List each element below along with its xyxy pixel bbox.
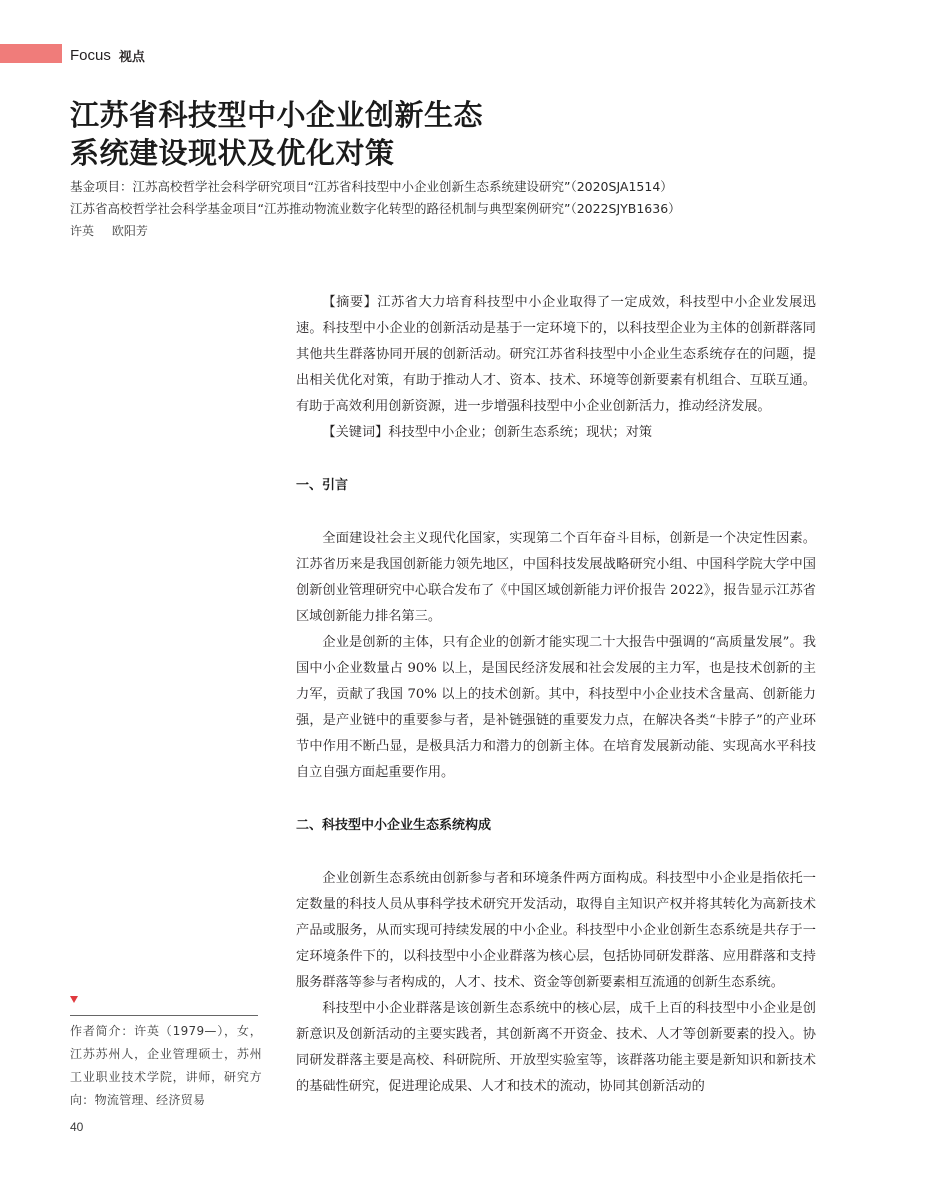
section-heading-introduction: 一、引言 bbox=[296, 478, 349, 493]
article-title-line-2: 系统建设现状及优化对策 bbox=[70, 136, 395, 170]
author-bio-note: 作者简介：许英（1979—），女，江苏苏州人，企业管理硕士，苏州工业职业技术学院，讲师，研究方向：物流管理、经济贸易 bbox=[70, 1024, 262, 1107]
funding-info bbox=[70, 176, 870, 220]
sidebar-divider bbox=[70, 1015, 258, 1016]
article-body bbox=[296, 290, 816, 1100]
body-paragraph: 企业创新生态系统由创新参与者和环境条件两方面构成。科技型中小企业是指依托一定数量的科技人员从事科学技术研究开发活动，取得自主知识产权并将其转化为高新技术产品或服务，从而实现可持续发展的中小企业。科技型中小企业创新生态系统是共存于一定环境条件下的，以科技型中小企业群落为核心层，包括协同研发群落、应用群落和支持服务群落等参与者构成的，人才、技术、资金等创新要素相互流通的创新生态系统。 bbox=[296, 871, 816, 990]
keywords-paragraph: 【关键词】科技型中小企业；创新生态系统；现状；对策 bbox=[322, 425, 653, 440]
abstract-paragraph: 【摘要】江苏省大力培育科技型中小企业取得了一定成效，科技型中小企业发展迅速。科技型中小企业的创新活动是基于一定环境下的，以科技型企业为主体的创新群落同其他共生群落协同开展的创新活动。研究江苏省科技型中小企业生态系统存在的问题，提出相关优化对策，有助于推动人才、资本、技术、环境等创新要素有机组合、互联互通。有助于高效利用创新资源，进一步增强科技型中小企业创新活力，推动经济发展。 bbox=[296, 295, 816, 414]
section-accent-bar bbox=[0, 44, 62, 63]
page-number: 40 bbox=[70, 1120, 84, 1134]
body-paragraph: 全面建设社会主义现代化国家，实现第二个百年奋斗目标，创新是一个决定性因素。江苏省历来是我国创新能力领先地区，中国科技发展战略研究小组、中国科学院大学中国创新创业管理研究中心联合发布了《中国区域创新能力评价报告 2022》，报告显示江苏省区域创新能力排名第三。 bbox=[296, 531, 816, 624]
body-paragraph: 科技型中小企业群落是该创新生态系统中的核心层，成千上百的科技型中小企业是创新意识及创新活动的主要实践者，其创新离不开资金、技术、人才等创新要素的投入。协同研发群落主要是高校、科研院所、开放型实验室等，该群落功能主要是新知识和新技术的基础性研究，促进理论成果、人才和技术的流动，协同其创新活动的 bbox=[296, 1001, 816, 1094]
funding-line-1: 基金项目：江苏高校哲学社会科学研究项目“江苏省科技型中小企业创新生态系统建设研究”（2020SJA1514） bbox=[70, 179, 673, 194]
article-title-line-1: 江苏省科技型中小企业创新生态 bbox=[70, 98, 484, 132]
triangle-marker-icon bbox=[70, 996, 78, 1003]
body-paragraph: 企业是创新的主体，只有企业的创新才能实现二十大报告中强调的“高质量发展”。我国中小企业数量占 90% 以上，是国民经济发展和社会发展的主力军，也是技术创新的主力军，贡献了我国 70% 以上的技术创新。其中，科技型中小企业技术含量高、创新能力强，是产业链中的重要参与者，是补链强链的重要发力点，在解决各类“卡脖子”的产业环节中作用不断凸显，是极具活力和潜力的创新主体。在培育发展新动能、实现高水平科技自立自强方面起重要作用。 bbox=[296, 635, 816, 780]
section-tag-chinese: 视点 bbox=[118, 49, 145, 65]
section-tag-english: Focus bbox=[70, 46, 111, 64]
section-heading-ecosystem-structure: 二、科技型中小企业生态系统构成 bbox=[296, 818, 492, 833]
article-title bbox=[70, 96, 630, 172]
author-name: 欧阳芳 bbox=[111, 224, 148, 238]
section-tag bbox=[70, 44, 145, 66]
funding-line-2: 江苏省高校哲学社会科学基金项目“江苏推动物流业数字化转型的路径机制与典型案例研究”（2022SJYB1636） bbox=[70, 201, 681, 216]
author-name: 许英 bbox=[70, 224, 95, 238]
author-list bbox=[70, 222, 162, 239]
